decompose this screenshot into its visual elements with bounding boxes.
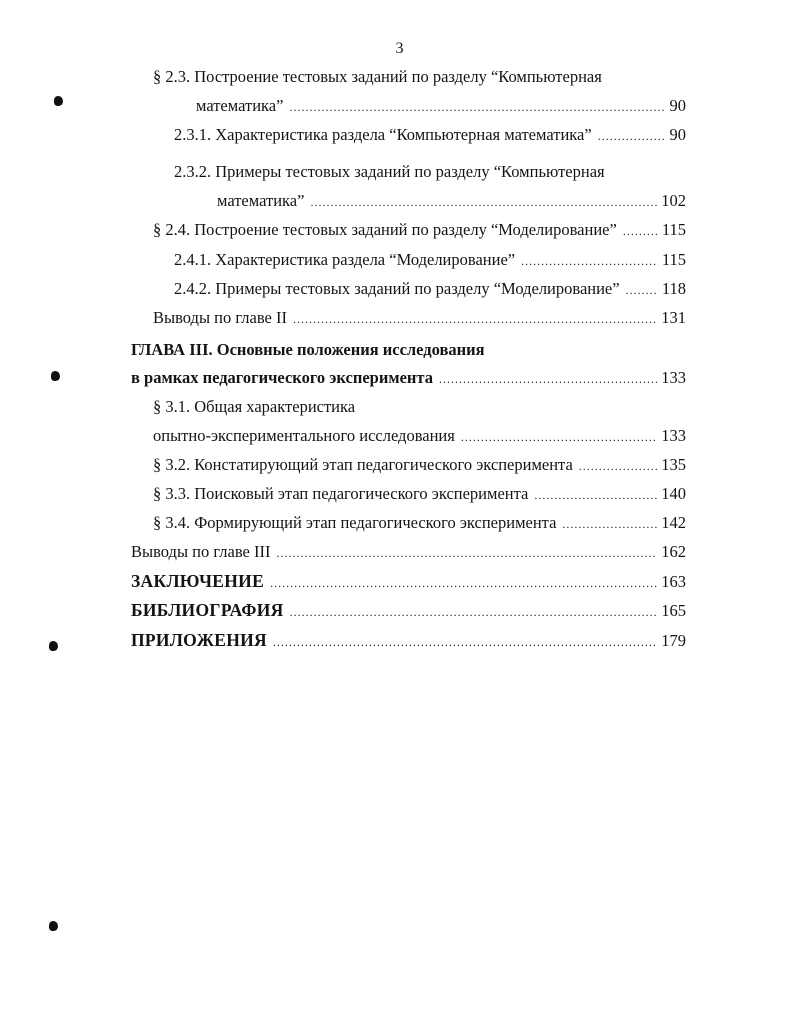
toc-page-number: 115 — [661, 220, 686, 239]
toc-entry-conclusion — [131, 569, 686, 593]
toc-entry-chapter-3-line1: ГЛАВА III. Основные положения исследования — [131, 340, 485, 359]
dot-leader — [289, 95, 665, 119]
toc-page-number: 133 — [661, 426, 686, 445]
toc-entry-appendices — [131, 628, 686, 652]
toc-entry-3-2 — [153, 453, 686, 477]
toc-label: 2.4.2. Примеры тестовых заданий по разделу “Моделирование” — [174, 279, 620, 298]
dot-leader — [562, 512, 657, 536]
toc-label: § 3.2. Констатирующий этап педагогического эксперимента — [153, 455, 573, 474]
toc-label: БИБЛИОГРАФИЯ — [131, 600, 284, 620]
dot-leader — [439, 367, 657, 391]
dot-leader — [273, 630, 657, 654]
scan-mark — [49, 641, 58, 651]
toc-label: ПРИЛОЖЕНИЯ — [131, 630, 267, 650]
toc-entry-bibliography — [131, 598, 686, 622]
toc-page-number: 115 — [661, 250, 686, 269]
toc-page-number: 135 — [661, 455, 686, 474]
toc-label: 2.4.1. Характеристика раздела “Моделирование” — [174, 250, 516, 269]
toc-entry-conclusions-3 — [131, 540, 686, 564]
toc-entry-3-1 — [153, 424, 686, 448]
toc-entry-2-3 — [196, 94, 686, 118]
toc-label: § 3.4. Формирующий этап педагогического эксперимента — [153, 513, 557, 532]
toc-entry-2-3-2-line1: 2.3.2. Примеры тестовых заданий по разделу “Компьютерная — [174, 162, 605, 181]
toc-page-number: 90 — [669, 125, 686, 144]
toc-label: Выводы по главе II — [153, 308, 287, 327]
scan-mark — [54, 96, 63, 106]
dot-leader — [276, 541, 657, 565]
dot-leader — [623, 219, 658, 243]
toc-label: § 2.4. Построение тестовых заданий по разделу “Моделирование” — [153, 220, 617, 239]
toc-entry-3-4 — [153, 511, 686, 535]
toc-page-number: 142 — [661, 513, 686, 532]
toc-page-number: 102 — [661, 191, 686, 210]
toc-page-number: 162 — [661, 542, 686, 561]
dot-leader — [534, 483, 657, 507]
toc-label: математика” — [196, 96, 284, 115]
toc-entry-2-3-2 — [217, 189, 686, 213]
scan-mark — [49, 921, 58, 931]
toc-entry-3-1-line1: § 3.1. Общая характеристика — [153, 397, 356, 416]
toc-entry-3-3 — [153, 482, 686, 506]
toc-label: опытно-экспериментального исследования — [153, 426, 455, 445]
toc-entry-2-4-2 — [174, 277, 686, 301]
toc-page-number: 140 — [661, 484, 686, 503]
toc-page-number: 165 — [661, 601, 686, 620]
scan-mark — [51, 371, 60, 381]
toc-label: в рамках педагогического эксперимента — [131, 368, 433, 387]
dot-leader — [293, 307, 657, 331]
toc-page-number: 133 — [661, 368, 686, 387]
toc-page-number: 163 — [661, 572, 686, 591]
toc-label: Выводы по главе III — [131, 542, 271, 561]
toc-page-number: 179 — [661, 631, 686, 650]
dot-leader — [270, 571, 657, 595]
page-number: 3 — [395, 40, 404, 57]
toc-entry-2-4 — [153, 218, 686, 242]
toc-entry-2-4-1 — [174, 248, 686, 272]
toc-entry-2-3-1 — [174, 123, 686, 147]
dot-leader — [310, 190, 657, 214]
toc-entry-conclusions-2 — [153, 306, 686, 330]
toc-page-number: 131 — [661, 308, 686, 327]
toc-page-number: 118 — [661, 279, 686, 298]
dot-leader — [461, 425, 657, 449]
toc-label: математика” — [217, 191, 305, 210]
dot-leader — [290, 600, 658, 624]
toc-label: 2.3.1. Характеристика раздела “Компьютерная математика” — [174, 125, 592, 144]
dot-leader — [521, 249, 658, 273]
dot-leader — [626, 278, 658, 302]
dot-leader — [598, 124, 666, 148]
toc-page-number: 90 — [669, 96, 686, 115]
toc-entry-2-3-line1: § 2.3. Построение тестовых заданий по разделу “Компьютерная — [153, 67, 602, 86]
toc-entry-chapter-3 — [131, 366, 686, 390]
dot-leader — [579, 454, 657, 478]
toc-label: ЗАКЛЮЧЕНИЕ — [131, 571, 265, 591]
toc-label: § 3.3. Поисковый этап педагогического эксперимента — [153, 484, 529, 503]
